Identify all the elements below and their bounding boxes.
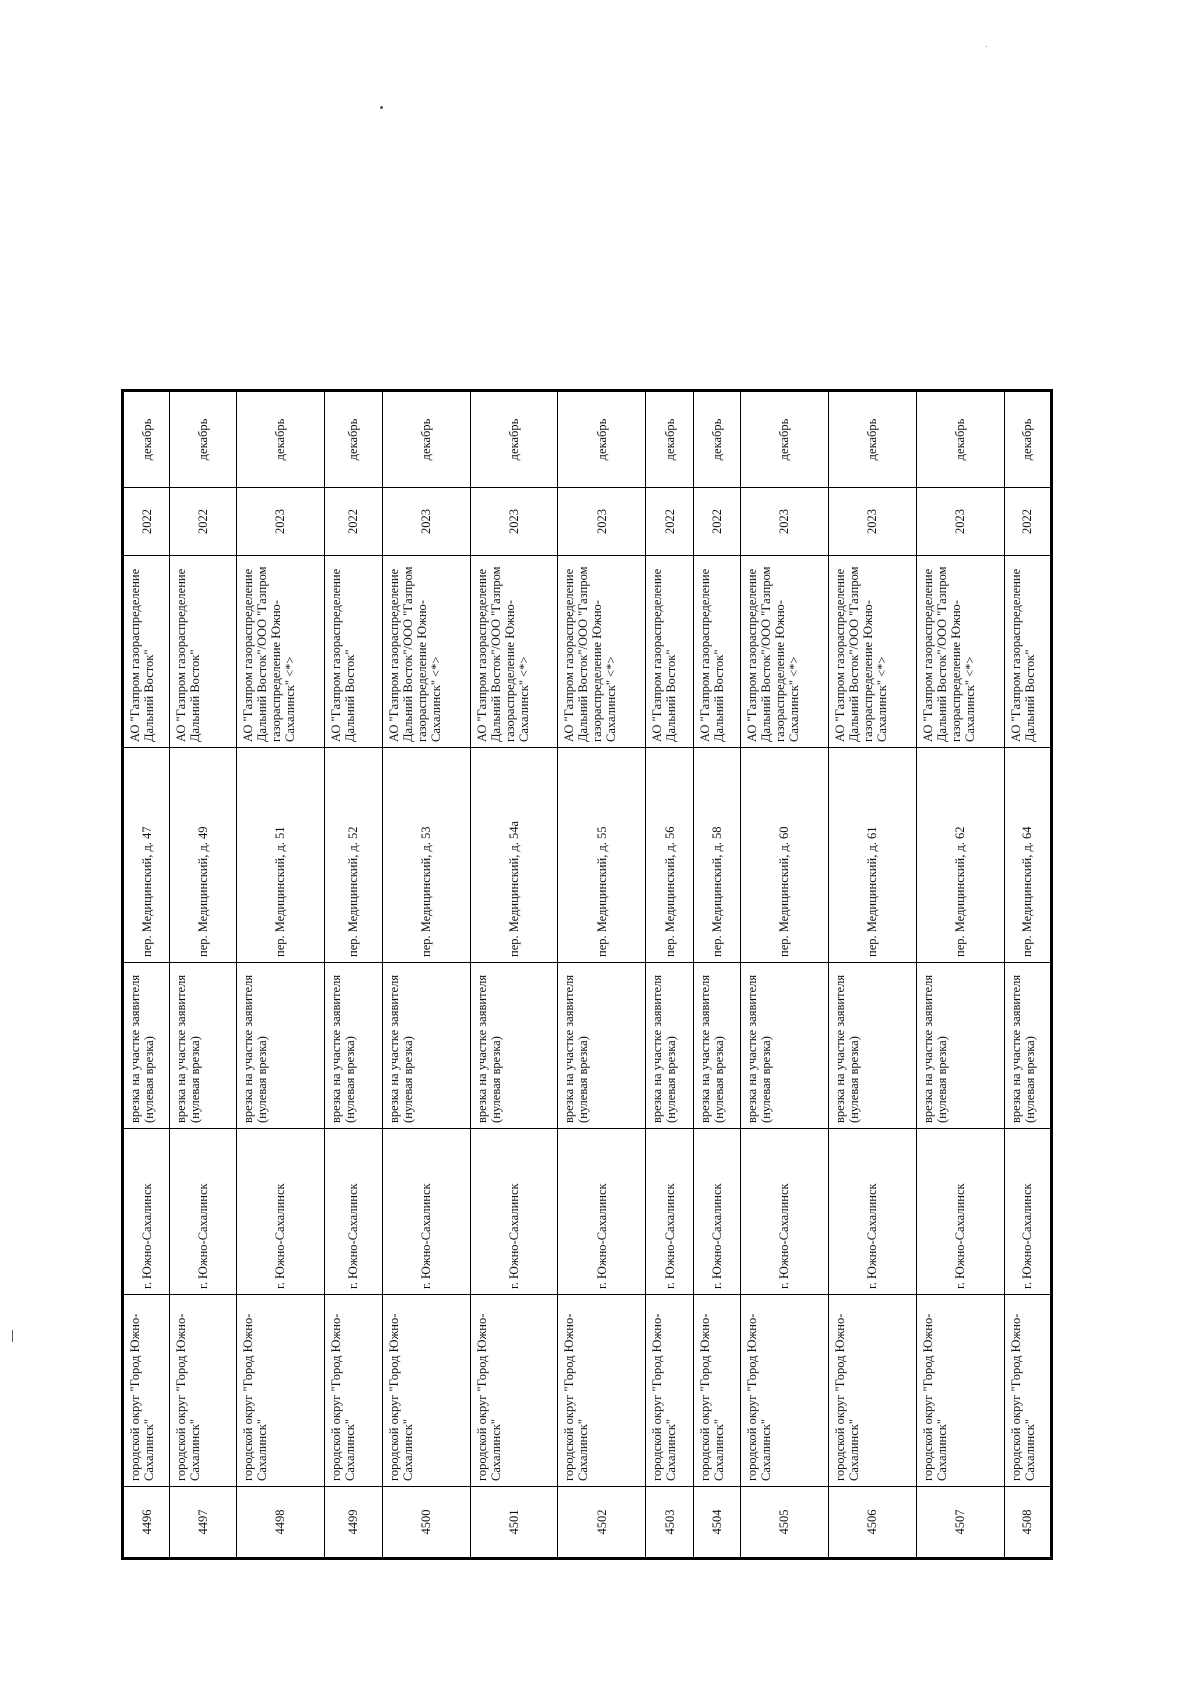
operator-cell: АО "Газпром газораспределение Дальний Восток"/ООО "Газпром газораспределение Южно-Сахалинск" <*>	[558, 556, 646, 748]
locality-cell: г. Южно-Сахалинск	[236, 1129, 324, 1295]
year-cell: 2022	[170, 488, 237, 556]
municipality-cell: городской округ "Город Южно-Сахалинск"	[324, 1295, 382, 1487]
address-cell: пер. Медицинский, д. 62	[916, 748, 1004, 963]
operator-cell: АО "Газпром газораспределение Дальний Восток"	[170, 556, 237, 748]
year-cell: 2022	[646, 488, 693, 556]
year-cell: 2022	[123, 488, 170, 556]
month-cell: декабрь	[1004, 391, 1051, 488]
row-number: 4501	[470, 1487, 558, 1559]
operator-cell: АО "Газпром газораспределение Дальний Восток"	[646, 556, 693, 748]
operator-cell: АО "Газпром газораспределение Дальний Восток"	[324, 556, 382, 748]
row-number: 4505	[740, 1487, 828, 1559]
operator-cell: АО "Газпром газораспределение Дальний Восток"/ООО "Газпром газораспределение Южно-Сахалинск" <*>	[382, 556, 470, 748]
municipality-cell: городской округ "Город Южно-Сахалинск"	[170, 1295, 237, 1487]
month-cell: декабрь	[324, 391, 382, 488]
month-cell: декабрь	[740, 391, 828, 488]
table-row	[236, 391, 324, 1559]
row-number: 4504	[693, 1487, 740, 1559]
scan-speck	[380, 106, 383, 109]
municipality-cell: городской округ "Город Южно-Сахалинск"	[740, 1295, 828, 1487]
table-row	[324, 391, 382, 1559]
locality-cell: г. Южно-Сахалинск	[382, 1129, 470, 1295]
year-cell: 2023	[916, 488, 1004, 556]
operator-cell: АО "Газпром газораспределение Дальний Восток"/ООО "Газпром газораспределение Южно-Сахалинск" <*>	[740, 556, 828, 748]
address-cell: пер. Медицинский, д. 51	[236, 748, 324, 963]
locality-cell: г. Южно-Сахалинск	[558, 1129, 646, 1295]
row-number: 4507	[916, 1487, 1004, 1559]
table-row	[470, 391, 558, 1559]
scan-speck	[12, 1330, 13, 1342]
connection-type-cell: врезка на участке заявителя (нулевая врезка)	[170, 963, 237, 1129]
year-cell: 2022	[1004, 488, 1051, 556]
table-row	[123, 391, 170, 1559]
municipality-cell: городской округ "Город Южно-Сахалинск"	[828, 1295, 916, 1487]
row-number: 4497	[170, 1487, 237, 1559]
row-number: 4503	[646, 1487, 693, 1559]
municipality-cell: городской округ "Город Южно-Сахалинск"	[1004, 1295, 1051, 1487]
connection-type-cell: врезка на участке заявителя (нулевая врезка)	[916, 963, 1004, 1129]
year-cell: 2023	[382, 488, 470, 556]
month-cell: декабрь	[693, 391, 740, 488]
year-cell: 2023	[470, 488, 558, 556]
operator-cell: АО "Газпром газораспределение Дальний Восток"	[1004, 556, 1051, 748]
row-number: 4500	[382, 1487, 470, 1559]
connection-type-cell: врезка на участке заявителя (нулевая врезка)	[646, 963, 693, 1129]
connection-type-cell: врезка на участке заявителя (нулевая врезка)	[470, 963, 558, 1129]
municipality-cell: городской округ "Город Южно-Сахалинск"	[382, 1295, 470, 1487]
municipality-cell: городской округ "Город Южно-Сахалинск"	[123, 1295, 170, 1487]
address-cell: пер. Медицинский, д. 53	[382, 748, 470, 963]
address-cell: пер. Медицинский, д. 49	[170, 748, 237, 963]
municipality-cell: городской округ "Город Южно-Сахалинск"	[470, 1295, 558, 1487]
table-row	[1004, 391, 1051, 1559]
month-cell: декабрь	[123, 391, 170, 488]
address-cell: пер. Медицинский, д. 58	[693, 748, 740, 963]
locality-cell: г. Южно-Сахалинск	[740, 1129, 828, 1295]
row-number: 4498	[236, 1487, 324, 1559]
locality-cell: г. Южно-Сахалинск	[646, 1129, 693, 1295]
operator-cell: АО "Газпром газораспределение Дальний Восток"/ООО "Газпром газораспределение Южно-Сахалинск" <*>	[470, 556, 558, 748]
row-number: 4499	[324, 1487, 382, 1559]
table-row	[916, 391, 1004, 1559]
address-cell: пер. Медицинский, д. 55	[558, 748, 646, 963]
municipality-cell: городской округ "Город Южно-Сахалинск"	[558, 1295, 646, 1487]
locality-cell: г. Южно-Сахалинск	[324, 1129, 382, 1295]
address-cell: пер. Медицинский, д. 47	[123, 748, 170, 963]
connection-type-cell: врезка на участке заявителя (нулевая врезка)	[740, 963, 828, 1129]
table-row	[558, 391, 646, 1559]
table-row	[646, 391, 693, 1559]
address-cell: пер. Медицинский, д. 56	[646, 748, 693, 963]
locality-cell: г. Южно-Сахалинск	[1004, 1129, 1051, 1295]
operator-cell: АО "Газпром газораспределение Дальний Восток"/ООО "Газпром газораспределение Южно-Сахалинск" <*>	[828, 556, 916, 748]
municipality-cell: городской округ "Город Южно-Сахалинск"	[646, 1295, 693, 1487]
table-row	[828, 391, 916, 1559]
connection-type-cell: врезка на участке заявителя (нулевая врезка)	[123, 963, 170, 1129]
connection-type-cell: врезка на участке заявителя (нулевая врезка)	[324, 963, 382, 1129]
row-number: 4506	[828, 1487, 916, 1559]
month-cell: декабрь	[382, 391, 470, 488]
month-cell: декабрь	[470, 391, 558, 488]
month-cell: декабрь	[916, 391, 1004, 488]
locality-cell: г. Южно-Сахалинск	[693, 1129, 740, 1295]
connection-type-cell: врезка на участке заявителя (нулевая врезка)	[1004, 963, 1051, 1129]
month-cell: декабрь	[236, 391, 324, 488]
operator-cell: АО "Газпром газораспределение Дальний Восток"/ООО "Газпром газораспределение Южно-Сахалинск" <*>	[236, 556, 324, 748]
table-row	[382, 391, 470, 1559]
address-cell: пер. Медицинский, д. 61	[828, 748, 916, 963]
month-cell: декабрь	[558, 391, 646, 488]
operator-cell: АО "Газпром газораспределение Дальний Восток"	[123, 556, 170, 748]
table-row	[740, 391, 828, 1559]
year-cell: 2023	[236, 488, 324, 556]
year-cell: 2023	[558, 488, 646, 556]
address-cell: пер. Медицинский, д. 64	[1004, 748, 1051, 963]
address-cell: пер. Медицинский, д. 52	[324, 748, 382, 963]
row-number: 4496	[123, 1487, 170, 1559]
year-cell: 2023	[828, 488, 916, 556]
locality-cell: г. Южно-Сахалинск	[170, 1129, 237, 1295]
locality-cell: г. Южно-Сахалинск	[828, 1129, 916, 1295]
row-number: 4508	[1004, 1487, 1051, 1559]
month-cell: декабрь	[828, 391, 916, 488]
operator-cell: АО "Газпром газораспределение Дальний Восток"/ООО "Газпром газораспределение Южно-Сахалинск" <*>	[916, 556, 1004, 748]
year-cell: 2023	[740, 488, 828, 556]
table-row	[693, 391, 740, 1559]
table-body	[123, 391, 1052, 1559]
document-table-rotated	[121, 392, 1053, 1560]
address-cell: пер. Медицинский, д. 54а	[470, 748, 558, 963]
locality-cell: г. Южно-Сахалинск	[470, 1129, 558, 1295]
month-cell: декабрь	[170, 391, 237, 488]
year-cell: 2022	[693, 488, 740, 556]
municipality-cell: городской округ "Город Южно-Сахалинск"	[236, 1295, 324, 1487]
table-row	[170, 391, 237, 1559]
scan-speck	[986, 46, 987, 47]
locality-cell: г. Южно-Сахалинск	[916, 1129, 1004, 1295]
connection-type-cell: врезка на участке заявителя (нулевая врезка)	[693, 963, 740, 1129]
connection-type-cell: врезка на участке заявителя (нулевая врезка)	[236, 963, 324, 1129]
row-number: 4502	[558, 1487, 646, 1559]
municipality-cell: городской округ "Город Южно-Сахалинск"	[693, 1295, 740, 1487]
connection-type-cell: врезка на участке заявителя (нулевая врезка)	[382, 963, 470, 1129]
operator-cell: АО "Газпром газораспределение Дальний Восток"	[693, 556, 740, 748]
year-cell: 2022	[324, 488, 382, 556]
month-cell: декабрь	[646, 391, 693, 488]
connection-type-cell: врезка на участке заявителя (нулевая врезка)	[558, 963, 646, 1129]
connection-type-cell: врезка на участке заявителя (нулевая врезка)	[828, 963, 916, 1129]
municipality-cell: городской округ "Город Южно-Сахалинск"	[916, 1295, 1004, 1487]
gasification-schedule-table	[121, 389, 1053, 1560]
locality-cell: г. Южно-Сахалинск	[123, 1129, 170, 1295]
address-cell: пер. Медицинский, д. 60	[740, 748, 828, 963]
